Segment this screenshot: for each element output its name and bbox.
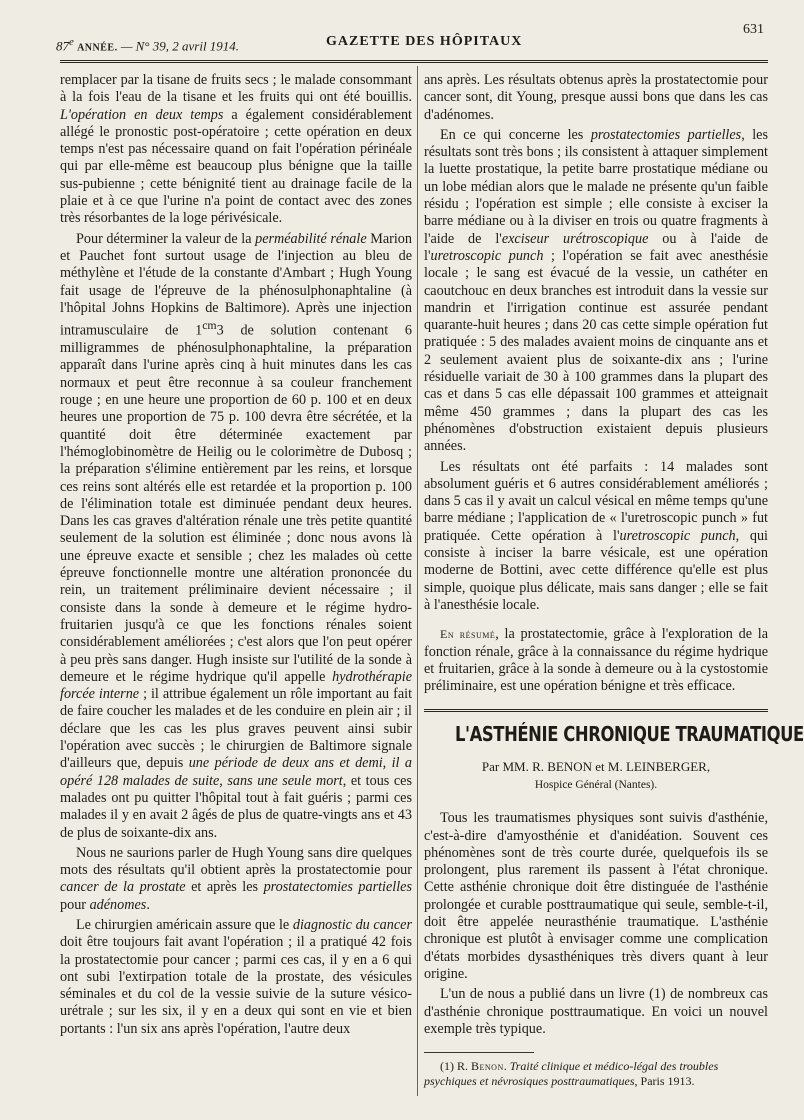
paragraph: L'un de nous a publié dans un livre (1) de nombreux cas d'asthénie chronique posttraumatique. En voici un nouvel exemple très typique. xyxy=(424,986,768,1037)
issue-info xyxy=(56,36,239,54)
paragraph: Tous les traumatismes physiques sont suivis d'asthénie, c'est-à-dire d'amyosthénie et d'anidéation. Souvent ces phénomènes sont de très courte durée, quelquefois ils se prolongent, plus rarement ils passent à l'état chronique. Cette asthénie chronique doit être distinguée de l'asthénie prolongée et curable posttraumatique qui seule, semble-t-il, doit être appelée neurasthénie traumatique. L'asthénie chronique est plutôt à envisager comme une complication d'états morbides dysasthéniques très divers quant à leur origine. xyxy=(424,810,768,982)
column-divider xyxy=(417,66,418,1096)
paragraph: Nous ne saurions parler de Hugh Young sans dire quelques mots des résultats qu'il obtient après la prostatectomie pour cancer de la prostate et après les prostatectomies partielles pour adénomes. xyxy=(60,844,412,913)
paragraph: Les résultats ont été parfaits : 14 malades sont absolument guéris et 6 autres considérablement améliorés ; dans 5 cas il y avait un calcul vésical en même temps qu'une barre médiane ; l'application de « l'uretroscopic punch » fut pratiquée. Cette opération à l'uretroscopic punch, qui consiste à inciser la barre vésicale, est une opération moderne de Bottini, avec cette différence qu'elle est plus simple, quoique plus délicate, mais sans danger ; elle se fait à l'anesthésie locale. xyxy=(424,458,768,613)
issue-year: 87 xyxy=(56,38,69,54)
paragraph: ans après. Les résultats obtenus après la prostatectomie pour cancer sont, dit Young, presque aussi bons que dans les cas d'adénomes. xyxy=(424,72,768,123)
page-header xyxy=(56,22,768,54)
article-authors: Par MM. R. BENON et M. LEINBERGER, xyxy=(481,758,711,774)
page-number: 631 xyxy=(743,22,764,37)
footnote: (1) R. Benon. Traité clinique et médico-légal des troubles psychiques et névrosiques posttraumatiques, Paris 1913. xyxy=(424,1059,719,1089)
issue-number-date: — N° 39, 2 avril 1914. xyxy=(117,38,240,54)
issue-year-suffix: e xyxy=(69,36,74,48)
journal-title: GAZETTE DES HÔPITAUX xyxy=(326,34,523,49)
header-rule xyxy=(60,60,768,63)
summary-paragraph: En résumé, la prostatectomie, grâce à l'exploration de la fonction rénale, grâce à la connaissance du régime hydrique et fruitarien, grâce à la sonde à demeure ou à la cystostomie préliminaire, est une opération bénigne et très efficace. xyxy=(424,626,768,695)
article-title: L'ASTHÉNIE CHRONIQUE TRAUMATIQUE xyxy=(454,722,804,747)
paragraph: En ce qui concerne les prostatectomies partielles, les résultats sont très bons ; ils consistent à attaquer simplement la luette prostatique, la petite barre prostatique médiane ou un lobe médian alors que le malade ne présente qu'un faible résidu ; l'opération est simple ; elle consiste à exciser la barre médiane ou à la diviser en trois ou quatre fragments à l'aide de l'exciseur urétroscopique ou à l'aide de l'uretroscopic punch ; l'opération se fait avec anesthésie locale ; le sang est évacué de la vessie, un cathéter en caoutchouc en deux branches est introduit dans la vessie sur mandrin et l'irrigation continue est assurée pendant quarante-huit heures ; dans 20 cas cette simple opération fut pratiquée : 5 des malades avaient moins de cinquante ans et 2 seulement avaient plus de soixante-dix ans ; l'urine résiduelle variait de 30 à 100 grammes dans la plupart des cas et dans 5 cas elle dépassait 100 grammes et atteignait même 450 grammes ; dans la plupart des cas les phénomènes d'obstruction existaient depuis plusieurs années. xyxy=(424,126,768,455)
paragraph: remplacer par la tisane de fruits secs ; le malade consommant à la fois l'eau de la tisane et les fruits qui ont été bouillis. L'opération en deux temps a également considérablement allégé le pronostic post-opératoire ; cette opération en deux temps n'est pas nécessaire quand on fait l'opération périnéale qui par elle-même est beaucoup plus bénigne que la taille sus-pubienne ; cette bénignité tient au drainage facile de la plaie et à ce que l'urine n'a point de contact avec des zones très résorbantes de la loge périvésicale. xyxy=(60,72,412,227)
paragraph: Le chirurgien américain assure que le diagnostic du cancer doit être toujours fait avant l'opération ; il a pratiqué 42 fois la prostatectomie pour cancer ; parmi ces cas, il y en a 6 qui ont subi l'extirpation totale de la prostate, des vésicules séminales et du col de la vessie suivie de la suture vésico-urétrale ; sur les six, il y en a deux qui sont en vie et bien portants : l'un six ans après l'opération, l'autre deux xyxy=(60,916,412,1037)
footnote-rule xyxy=(424,1052,534,1053)
article-separator xyxy=(424,709,768,712)
right-column xyxy=(424,72,804,1108)
article-affiliation: Hospice Général (Nantes). xyxy=(534,778,658,791)
left-column xyxy=(60,72,412,1108)
issue-label: ANNÉE. xyxy=(77,42,118,54)
paragraph: Pour déterminer la valeur de la perméabilité rénale Marion et Pauchet font surtout usage de l'injection au bleu de méthylène et l'étude de la constante d'Ambart ; Hugh Young fait usage de l'épreuve de la phénosulphonaphtaline (à l'hôpital Johns Hopkins de Baltimore). Après une injection intramusculaire de $1^{cm}3$ de solution contenant 6 milligrammes de phénosulphonaphtaline, la préparation apparaît dans l'urine après cinq à huit minutes dans les cas normaux et peut être reconnue à sa couleur franchement rouge ; en une heure une proportion de 60 p. 100 et en deux heures une proportion de 75 p. 100 devra être sécrétée, et la quantité doit être déterminée exactement par l'hémoglobinomètre de Heilig ou le colorimètre de Dubosq ; la préparation s'élimine entièrement par les reins, et lorsque ces reins sont altérés elle est retardée et la proportion p. 100 de l'élimination totale est diminuée pendant deux heures. Dans les cas graves d'altération rénale une très petite quantité seulement de la solution est éliminée ; donc nous avons là une épreuve exacte et sensible ; chez les malades où cette épreuve fonctionnelle montre une altération prononcée du rein, un traitement préliminaire devient nécessaire ; il consiste dans la sonde à demeure et le régime hydro-fruitarien jusqu'à ce que les fonctions rénales soient considérablement améliorées ; c'est alors que l'on peut opérer à peu près sans danger. Hugh insiste sur l'utilité de la sonde à demeure et le régime hydrique qu'il appelle hydrothérapie forcée interne ; il attribue également un rôle important au fait de faire coucher les malades et de les conduire en plein air ; il déclare que les cas les plus graves peuvent ainsi subir l'opération avec succès ; le chirurgien de Baltimore signale d'ailleurs que, depuis une période de deux ans et demi, il a opéré 128 malades de suite, sans une seule mort, et tous ces malades ont pu quitter l'hôpital tout à fait guéris ; parmi ces malades il y en avait 2 âgés de plus de quatre-vingts ans et 43 de plus de soixante-dix ans. xyxy=(60,230,413,841)
